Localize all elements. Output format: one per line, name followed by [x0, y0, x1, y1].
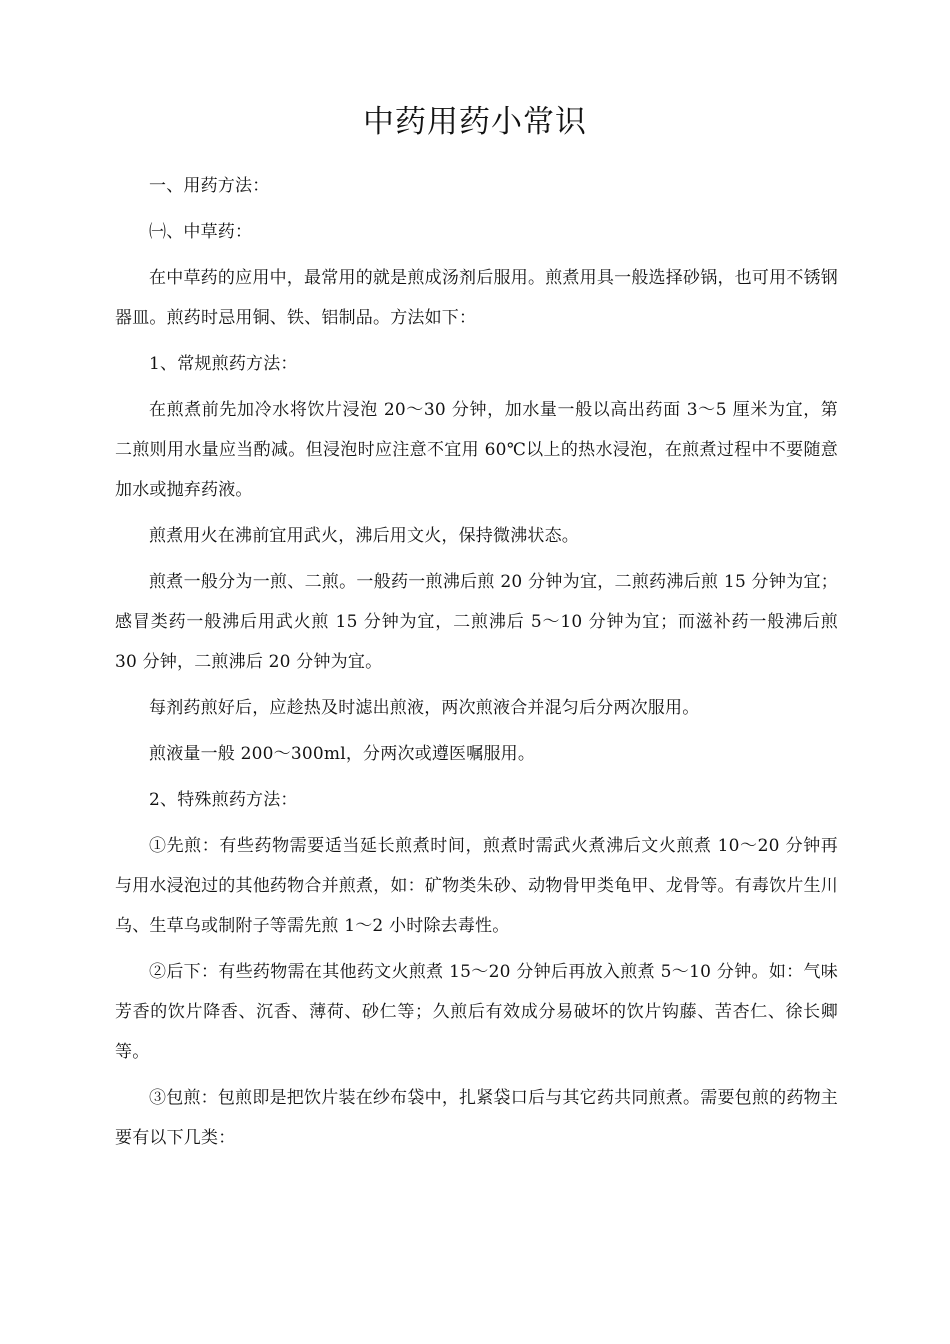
- paragraph-decoction-times: 煎煮一般分为一煎、二煎。一般药一煎沸后煎 20 分钟为宜，二煎药沸后煎 15 分钟为宜；感冒类药一般沸后用武火煎 15 分钟为宜，二煎沸后 5～10 分钟为宜；而滋补药一般沸后煎 30 分钟，二煎沸后 20 分钟为宜。: [115, 572, 838, 672]
- heading-regular-decoction: 1、常规煎药方法：: [149, 354, 298, 374]
- subsection-heading-herbal-medicine: ㈠、中草药：: [149, 222, 253, 242]
- document-body: [115, 166, 838, 1164]
- section-heading-usage-methods: 一、用药方法：: [149, 176, 270, 196]
- paragraph-intro: 在中草药的应用中，最常用的就是煎成汤剂后服用。煎煮用具一般选择砂锅，也可用不锈钢器皿。煎药时忌用铜、铁、铝制品。方法如下：: [115, 268, 838, 328]
- paragraph-filtering: 每剂药煎好后，应趁热及时滤出煎液，两次煎液合并混匀后分两次服用。: [149, 698, 700, 718]
- paragraph-decoct-first: ①先煎：有些药物需要适当延长煎煮时间，煎煮时需武火煮沸后文火煎煮 10～20 分钟再与用水浸泡过的其他药物合并煎煮，如：矿物类朱砂、动物骨甲类龟甲、龙骨等。有毒饮片生川乌、生草乌或制附子等需先煎 1～2 小时除去毒性。: [115, 836, 838, 936]
- document-title: 中药用药小常识: [363, 104, 587, 140]
- paragraph-wrapped-decoction: ③包煎：包煎即是把饮片装在纱布袋中，扎紧袋口后与其它药共同煎煮。需要包煎的药物主要有以下几类：: [115, 1088, 838, 1148]
- heading-special-decoction: 2、特殊煎药方法：: [149, 790, 298, 810]
- paragraph-volume: 煎液量一般 200～300ml，分两次或遵医嘱服用。: [149, 744, 536, 764]
- paragraph-heat: 煎煮用火在沸前宜用武火，沸后用文火，保持微沸状态。: [149, 526, 579, 546]
- paragraph-soaking: 在煎煮前先加冷水将饮片浸泡 20～30 分钟，加水量一般以高出药面 3～5 厘米为宜，第二煎则用水量应当酌减。但浸泡时应注意不宜用 60℃以上的热水浸泡，在煎煮过程中不要随意加水或抛弃药液。: [115, 400, 838, 500]
- paragraph-add-later: ②后下：有些药物需在其他药文火煎煮 15～20 分钟后再放入煎煮 5～10 分钟。如：气味芳香的饮片降香、沉香、薄荷、砂仁等；久煎后有效成分易破坏的饮片钩藤、苦杏仁、徐长卿等。: [115, 962, 838, 1062]
